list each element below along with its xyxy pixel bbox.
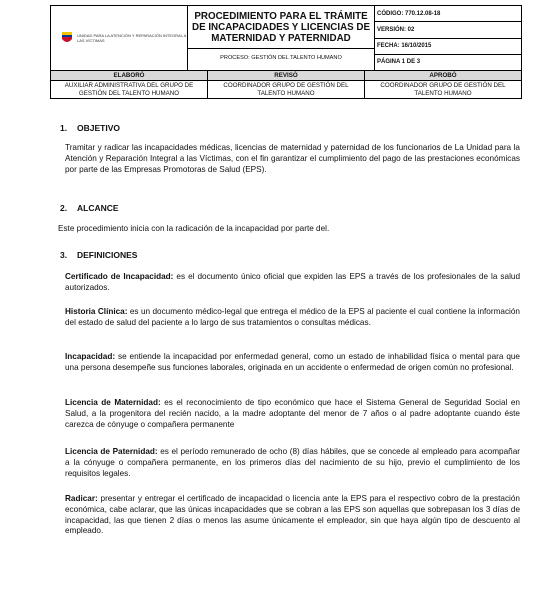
unidad-victimas-logo [51,31,187,45]
section-title: OBJETIVO [77,123,120,133]
definition-text: se entiende la incapacidad por enfermedad general, como un estado de inhabilidad física o mental para que una persona desempeñe sus funciones laborales, originada en un accidente o enfermedad de origen común no profesional. [65,352,520,372]
definition-historia-clinica [65,307,520,329]
definition-licencia-maternidad [65,398,520,430]
logo-text: UNIDAD PARA LA ATENCIÓN Y REPARACIÓN INTEGRAL A LAS VÍCTIMAS [77,33,187,43]
definition-text: es el documento único oficial que expiden las EPS a través de los profesionales de la salud autorizados. [65,272,521,292]
section-number: 1. [60,123,68,133]
document-date: FECHA: 16/10/2015 [375,38,522,54]
section-number: 2. [60,203,68,213]
reviso-value: COORDINADOR GRUPO DE GESTIÓN DEL TALENTO HUMANO [208,81,365,99]
section-number: 3. [60,250,68,260]
definition-text: es el reconocimiento de tipo económico que hace el Sistema General de Seguridad Social en Salud, a la progenitora del recién nacido, a la madre adoptante del menor de 7 años o al padre adoptante cuando éste carezca de cónyuge o compañera permanente [65,398,520,429]
definition-text: es un documento médico-legal que entrega el médico de la EPS al paciente el cual contiene la información del estado de salud del paciente a lo largo de sus tratamientos o consultas médicas. [65,307,520,327]
approval-table [50,70,522,99]
definition-licencia-paternidad [65,447,520,479]
aprobo-value: COORDINADOR GRUPO DE GESTIÓN DEL TALENTO HUMANO [365,81,522,99]
document-title: PROCEDIMIENTO PARA EL TRÁMITE DE INCAPACIDADES Y LICENCIAS DE MATERNIDAD Y PATERNIDAD [192,11,371,44]
document-header [50,5,522,71]
definition-term: Licencia de Maternidad: [65,398,161,407]
definition-text: presentar y entregar el certificado de incapacidad o licencia ante la EPS para el respectivo cobro de la prestación económica, cabe aclarar, que las únicas incapacidades que se cobran a las EPS son aquellas que sobrepasan los 3 días de incapacidad, las que tienen 2 días o menos las asume únicamente el empleador, sin que haya algún tipo de descuento al empleado. [65,494,520,536]
logo-cell [51,6,188,71]
section-title: DEFINICIONES [77,250,138,260]
section-heading-alcance [60,203,119,213]
document-version: VERSIÓN: 02 [375,22,522,38]
definition-incapacidad [65,352,520,374]
definition-text: es el período remunerado de ocho (8) días hábiles, que se concede al empleado para acompañar a la cónyuge o compañera permanente, en los primeros días del nacimiento de su hijo, previo el cumplimiento de los requisitos legales. [65,447,520,478]
definition-certificado [65,272,520,294]
elaboro-header: ELABORÓ [51,71,208,81]
definition-radicar [65,494,520,537]
objetivo-paragraph: Tramitar y radicar las incapacidades médicas, licencias de maternidad y paternidad de los funcionarios de La Unidad para la Atención y Reparación Integral a las Víctimas, con el fin garantizar el cumplimiento del pago de las prestaciones económicas por parte de las Empresas Promotoras de Salud (EPS). [65,143,520,174]
section-heading-definiciones [60,250,137,260]
title-cell [188,6,375,71]
definition-term: Licencia de Paternidad: [65,447,158,456]
process-name: PROCESO: GESTIÓN DEL TALENTO HUMANO [188,48,374,67]
definition-term: Radicar: [65,494,98,503]
definition-term: Incapacidad: [65,352,116,361]
alcance-paragraph: Este procedimiento inicia con la radicación de la incapacidad por parte del. [58,224,330,233]
section-heading-objetivo [60,123,120,133]
section-title: ALCANCE [77,203,119,213]
shield-icon [61,31,73,45]
elaboro-value: AUXILIAR ADMINISTRATIVA DEL GRUPO DE GESTIÓN DEL TALENTO HUMANO [51,81,208,99]
definition-term: Certificado de Incapacidad: [65,272,174,281]
page-number: PÁGINA 1 DE 3 [375,54,522,70]
definition-term: Historia Clínica: [65,307,128,316]
reviso-header: REVISÓ [208,71,365,81]
aprobo-header: APROBÓ [365,71,522,81]
document-code: CÓDIGO: 770.12.08-18 [375,6,522,22]
